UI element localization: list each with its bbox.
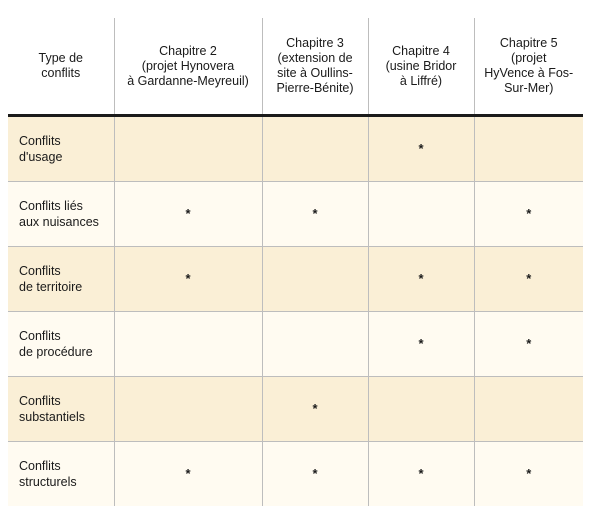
row-label: Conflits substantiels [8, 377, 114, 442]
table-cell [114, 116, 262, 182]
table-cell: * [474, 247, 583, 312]
header-chapter-4: Chapitre 4 (usine Bridor à Liffré) [368, 18, 474, 116]
header-chapter-5: Chapitre 5 (projet HyVence à Fos- Sur-Mer) [474, 18, 583, 116]
table-row [8, 116, 583, 182]
table-cell: * [114, 247, 262, 312]
table-cell: * [262, 182, 368, 247]
row-label: Conflits liés aux nuisances [8, 182, 114, 247]
table-cell: * [368, 247, 474, 312]
table-cell: * [262, 442, 368, 507]
table-cell: * [368, 116, 474, 182]
table-row [8, 442, 583, 507]
table-cell [262, 116, 368, 182]
table-cell [368, 377, 474, 442]
table-cell: * [114, 442, 262, 507]
header-type: Type de conflits [8, 18, 114, 116]
table-row [8, 182, 583, 247]
table-cell: * [368, 442, 474, 507]
table-cell [368, 182, 474, 247]
row-label: Conflits structurels [8, 442, 114, 507]
row-label: Conflits d'usage [8, 116, 114, 182]
table-cell: * [474, 312, 583, 377]
table-row [8, 377, 583, 442]
table-cell: * [114, 182, 262, 247]
table-cell [262, 312, 368, 377]
header-chapter-2: Chapitre 2 (projet Hynovera à Gardanne-Meyreuil) [114, 18, 262, 116]
table-row [8, 312, 583, 377]
header-chapter-3: Chapitre 3 (extension de site à Oullins- Pierre-Bénite) [262, 18, 368, 116]
row-label: Conflits de territoire [8, 247, 114, 312]
table-cell: * [368, 312, 474, 377]
table-cell: * [474, 182, 583, 247]
table-cell: * [474, 442, 583, 507]
table-cell [262, 247, 368, 312]
table-cell [474, 116, 583, 182]
table-cell [114, 312, 262, 377]
table-row [8, 247, 583, 312]
table-cell [114, 377, 262, 442]
table-cell [474, 377, 583, 442]
row-label: Conflits de procédure [8, 312, 114, 377]
conflict-matrix [8, 18, 583, 506]
header-row [8, 18, 583, 116]
table-cell: * [262, 377, 368, 442]
